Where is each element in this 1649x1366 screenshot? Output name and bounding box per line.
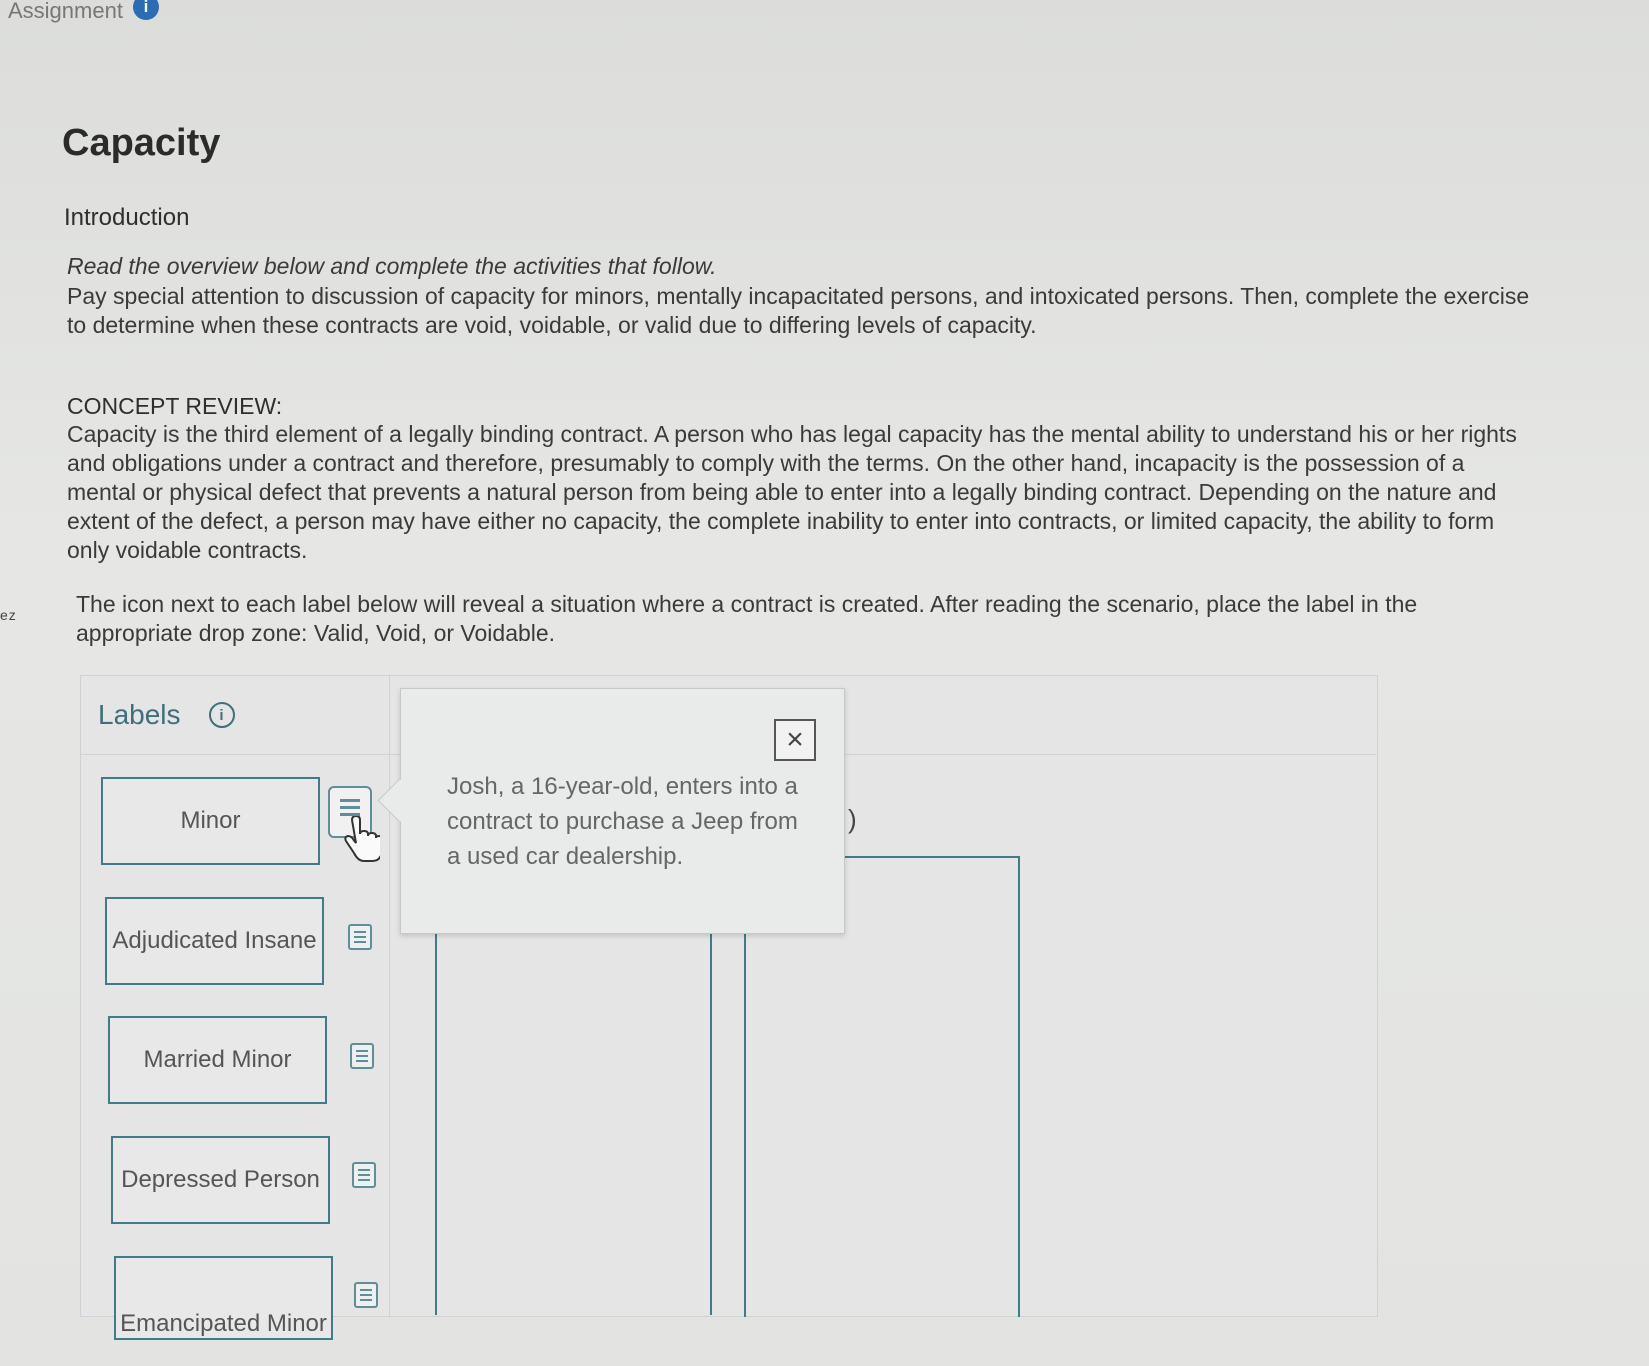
intro-heading: Introduction <box>64 204 190 231</box>
label-card-adjudicated-insane[interactable]: Adjudicated Insane <box>105 897 324 985</box>
top-bar <box>8 0 159 22</box>
scenario-popover <box>400 688 845 934</box>
close-button[interactable]: × <box>774 719 816 761</box>
page-title: Capacity <box>62 122 221 164</box>
intro-text: Pay special attention to discussion of capacity for minors, mentally incapacitated persons, and intoxicated persons. Then, complete the exercise to determine when these contracts are void, voidable, or valid due to differing levels of capacity. <box>67 283 1530 338</box>
clipped-zone-edge: ) <box>848 804 857 834</box>
side-marker: ez <box>0 607 17 623</box>
scenario-icon[interactable] <box>348 924 372 950</box>
drop-zone-valid[interactable] <box>435 905 712 1315</box>
scenario-icon[interactable] <box>350 1043 374 1069</box>
label-card-depressed-person[interactable]: Depressed Person <box>111 1136 330 1224</box>
scenario-icon[interactable] <box>352 1162 376 1188</box>
scenario-icon[interactable] <box>354 1282 378 1308</box>
info-icon[interactable]: i <box>133 0 159 20</box>
labels-title: Labels <box>98 699 181 730</box>
labels-info-icon[interactable]: i <box>209 702 235 728</box>
instructions-text: The icon next to each label below will reveal a situation where a contract is created. After reading the scenario, place the label in the appropriate drop zone: Valid, Void, or Voidable. <box>76 591 1418 646</box>
hand-cursor-icon <box>342 816 380 862</box>
labels-header <box>81 676 389 755</box>
intro-italic-text: Read the overview below and complete the activities that follow. <box>67 253 717 279</box>
concept-review-text: Capacity is the third element of a legally binding contract. A person who has legal capacity has the mental ability to understand his or her rights and obligations under a contract and therefore, presumably to comply with the terms. On the other hand, incapacity is the possession of a mental or physical defect that prevents a natural person from being able to enter into a legally binding contract. Depending on the nature and extent of the defect, a person may have either no capacity, the complete inability to enter into contracts, or limited capacity, the ability to form only voidable contracts. <box>67 421 1517 563</box>
scenario-text: Josh, a 16-year-old, enters into a contract to purchase a Jeep from a used car dealership. <box>447 773 798 870</box>
label-card-minor[interactable]: Minor <box>101 777 320 865</box>
concept-review-heading: CONCEPT REVIEW: <box>67 393 283 419</box>
label-card-married-minor[interactable]: Married Minor <box>108 1016 327 1104</box>
label-card-emancipated-minor[interactable]: Emancipated Minor <box>114 1256 333 1340</box>
assignment-label[interactable]: Assignment <box>8 0 123 23</box>
